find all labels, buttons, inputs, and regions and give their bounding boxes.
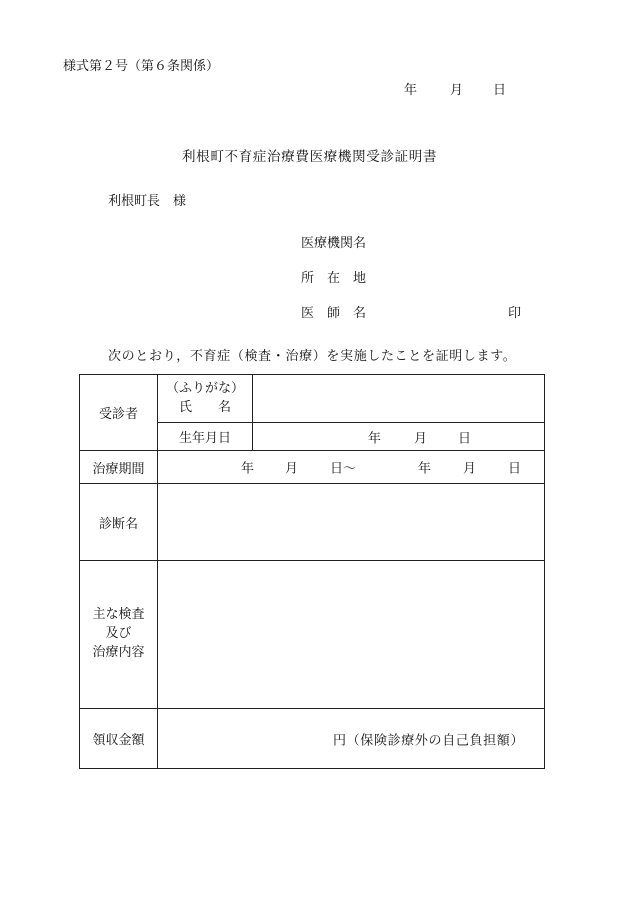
treatment-label xyxy=(80,561,158,709)
period-end-year-unit: 年 xyxy=(418,461,432,477)
treatment-label-line-3: 治療内容 xyxy=(92,644,145,660)
treatment-details-field[interactable] xyxy=(158,561,545,709)
period-start-month-unit: 月 xyxy=(285,461,299,477)
institution-name-label: 医療機関名 xyxy=(301,236,367,251)
furigana-label: （ふりがな） xyxy=(165,380,244,396)
table-row-amount xyxy=(80,709,545,769)
patient-name-field[interactable] xyxy=(253,375,545,423)
document-title: 利根町不育症治療費医療機関受診証明書 xyxy=(182,149,438,165)
table-row-diagnosis xyxy=(80,484,545,561)
treatment-label-line-1: 主な検査 xyxy=(92,607,145,623)
form-number: 様式第２号（第６条関係） xyxy=(63,59,220,74)
birthdate-label: 生年月日 xyxy=(158,423,253,451)
period-end-month-unit: 月 xyxy=(463,461,477,477)
treatment-period-field[interactable] xyxy=(158,451,545,484)
period-start-year-unit: 年 xyxy=(241,461,255,477)
name-label: 氏 名 xyxy=(178,399,231,415)
certificate-table xyxy=(79,374,545,769)
birth-month-unit: 月 xyxy=(414,431,428,446)
amount-field[interactable] xyxy=(158,709,545,769)
table-row-treatment xyxy=(80,561,545,709)
diagnosis-field[interactable] xyxy=(158,484,545,561)
period-start-day-unit: 日～ xyxy=(330,461,357,477)
amount-label: 領収金額 xyxy=(80,709,158,769)
period-end-day-unit: 日 xyxy=(508,461,522,477)
birth-year-unit: 年 xyxy=(368,431,382,446)
birthdate-field[interactable] xyxy=(253,423,545,451)
birth-day-unit: 日 xyxy=(458,431,472,446)
name-label-cell xyxy=(158,375,253,423)
period-label: 治療期間 xyxy=(80,451,158,484)
addressee: 利根町長 様 xyxy=(108,194,187,209)
table-row-name xyxy=(80,375,545,423)
seal-mark: 印 xyxy=(508,306,522,321)
issue-date-day: 日 xyxy=(493,83,507,98)
diagnosis-label: 診断名 xyxy=(80,484,158,561)
certification-statement: 次のとおり，不育症（検査・治療）を実施したことを証明します。 xyxy=(108,349,517,364)
amount-unit: 円（保険診療外の自己負担額） xyxy=(333,733,525,748)
institution-address-label: 所 在 地 xyxy=(301,271,367,286)
table-row-period xyxy=(80,451,545,484)
treatment-label-line-2: 及び xyxy=(105,626,132,642)
issue-date-year: 年 xyxy=(404,83,418,98)
issue-date-month: 月 xyxy=(450,83,464,98)
doctor-name-label: 医 師 名 xyxy=(301,306,367,321)
patient-label: 受診者 xyxy=(80,375,158,451)
